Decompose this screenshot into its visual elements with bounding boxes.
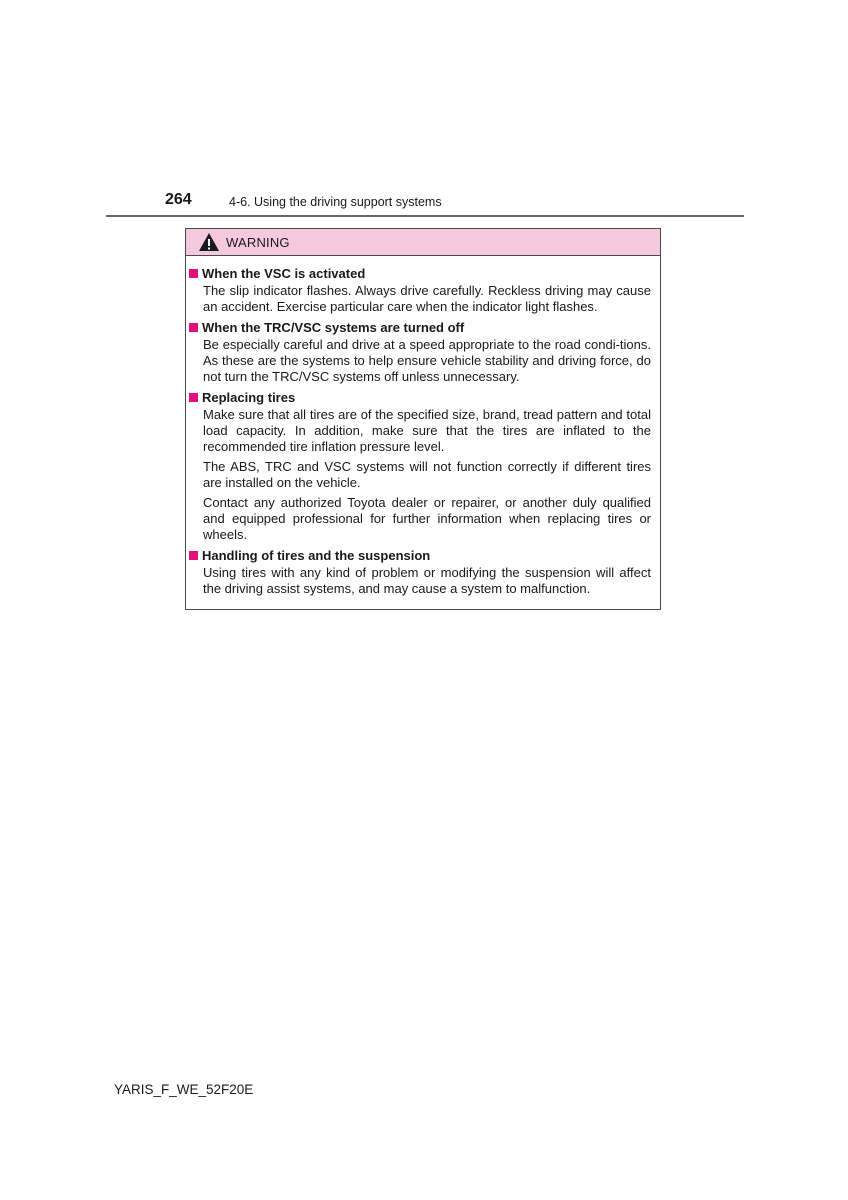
warning-triangle-icon bbox=[198, 232, 220, 252]
item-paragraph: The slip indicator flashes. Always drive carefully. Reckless driving may cause an accident. Exercise particular care when the indicator light flashes. bbox=[203, 283, 651, 314]
warning-item-vsc-activated bbox=[189, 265, 651, 315]
warning-banner bbox=[186, 229, 660, 256]
warning-item-replacing-tires bbox=[189, 389, 651, 543]
warning-item-tires-suspension bbox=[189, 547, 651, 597]
item-heading-text: When the TRC/VSC systems are turned off bbox=[202, 320, 465, 335]
item-heading bbox=[189, 265, 651, 282]
item-paragraph: Contact any authorized Toyota dealer or repairer, or another duly qualified and equipped professional for further information when replacing tires or wheels. bbox=[203, 495, 651, 542]
item-paragraph: Be especially careful and drive at a speed appropriate to the road condi-tions. As these are the systems to help ensure vehicle stability and driving force, do not turn the TRC/VSC systems off unless unnecessary. bbox=[203, 337, 651, 384]
square-bullet-icon bbox=[189, 323, 198, 332]
square-bullet-icon bbox=[189, 269, 198, 278]
item-heading-text: When the VSC is activated bbox=[202, 266, 366, 281]
page-number: 264 bbox=[165, 191, 192, 208]
item-heading-text: Handling of tires and the suspension bbox=[202, 548, 431, 563]
item-paragraph: Make sure that all tires are of the specified size, brand, tread pattern and total load capacity. In addition, make sure that the tires are inflated to the recommended tire inflation pressure level. bbox=[203, 407, 651, 454]
item-heading bbox=[189, 389, 651, 406]
page-header bbox=[0, 188, 848, 220]
warning-label: WARNING bbox=[226, 234, 290, 250]
item-heading bbox=[189, 319, 651, 336]
warning-box bbox=[185, 228, 661, 610]
warning-item-trc-vsc-off bbox=[189, 319, 651, 385]
item-paragraph: The ABS, TRC and VSC systems will not function correctly if different tires are installed on the vehicle. bbox=[203, 459, 651, 490]
section-title: 4-6. Using the driving support systems bbox=[229, 195, 442, 209]
item-heading-text: Replacing tires bbox=[202, 390, 296, 405]
warning-body bbox=[186, 256, 660, 597]
header-divider bbox=[106, 215, 744, 217]
item-heading bbox=[189, 547, 651, 564]
item-paragraph: Using tires with any kind of problem or modifying the suspension will affect the driving assist systems, and may cause a system to malfunction. bbox=[203, 565, 651, 596]
square-bullet-icon bbox=[189, 551, 198, 560]
footer-document-code: YARIS_F_WE_52F20E bbox=[114, 1082, 254, 1097]
square-bullet-icon bbox=[189, 393, 198, 402]
